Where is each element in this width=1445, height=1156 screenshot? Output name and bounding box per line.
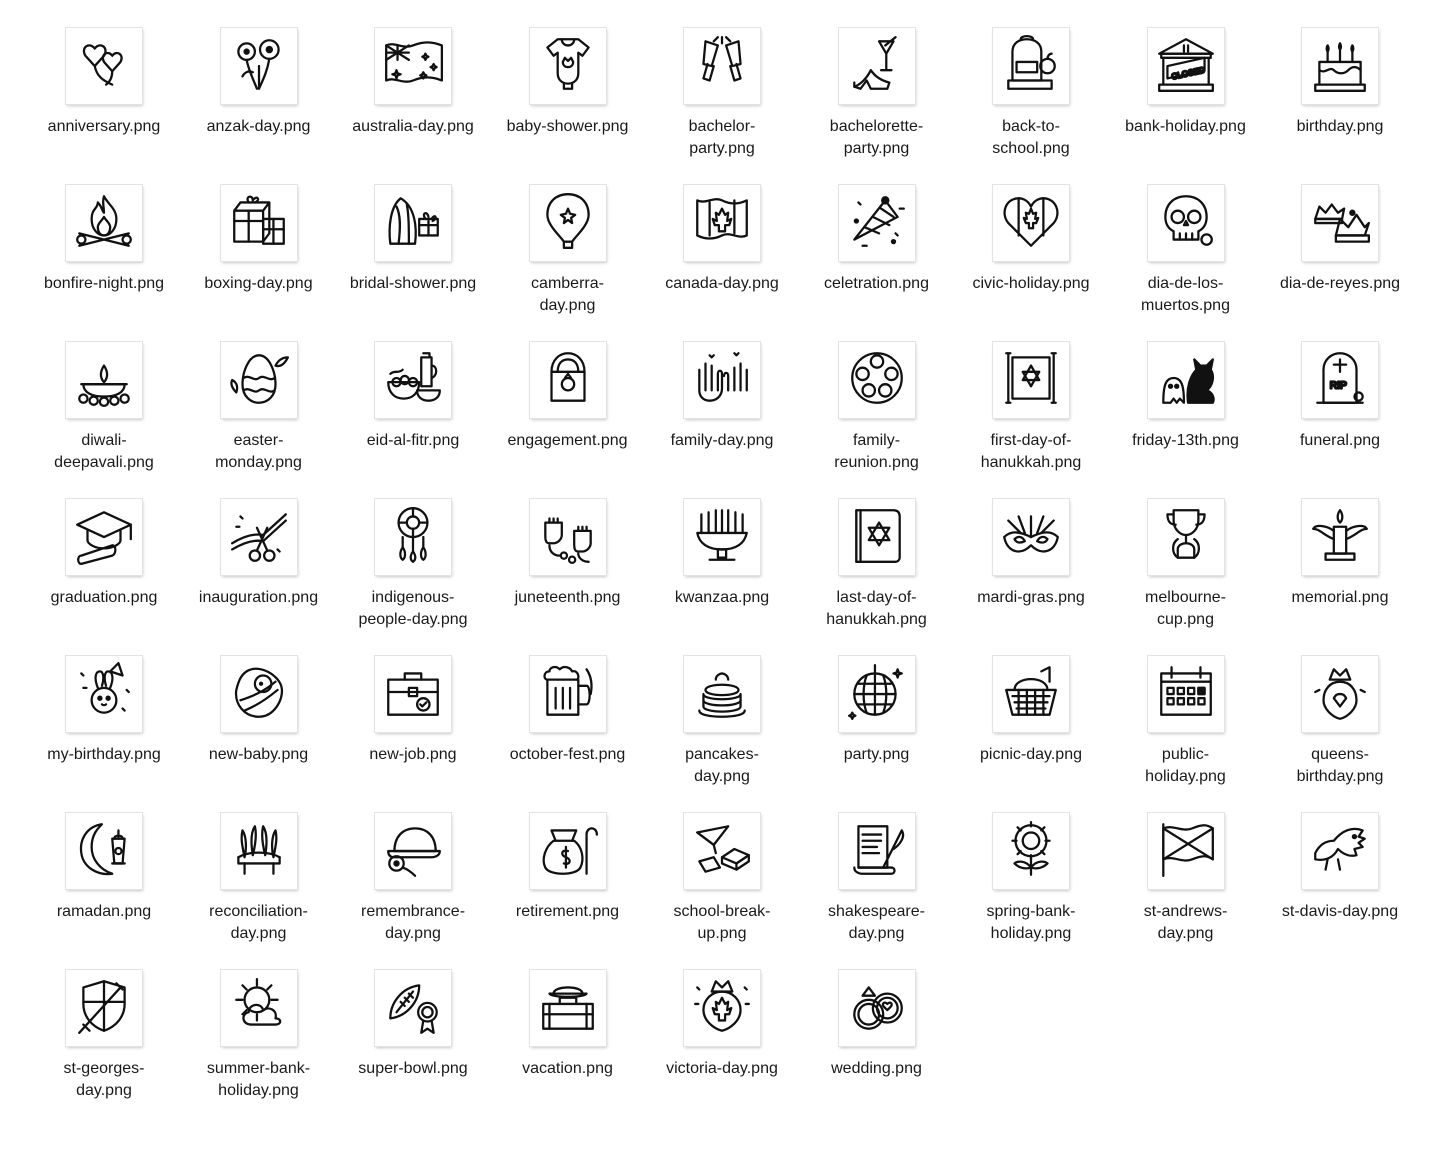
- poppies-icon: [226, 31, 292, 102]
- file-name[interactable]: kwanzaa.png: [674, 589, 770, 606]
- svg-text:RIP: RIP: [1329, 379, 1347, 391]
- file-thumbnail[interactable]: [839, 656, 915, 732]
- football-rosette-icon: [380, 973, 446, 1044]
- file-item[interactable]: [954, 185, 1108, 335]
- ring-box-icon: [535, 345, 601, 416]
- file-name[interactable]: inauguration.png: [198, 589, 319, 606]
- file-name[interactable]: friday-13th.png: [1132, 432, 1239, 449]
- swaddled-baby-icon: [226, 659, 292, 730]
- diya-lamp-icon: [71, 345, 137, 416]
- file-thumbnail[interactable]: [1302, 28, 1378, 104]
- sugar-skull-icon: [1153, 188, 1219, 259]
- file-item[interactable]: [645, 342, 799, 492]
- saltire-flag-icon: [1153, 816, 1219, 887]
- file-item[interactable]: [954, 342, 1108, 492]
- picnic-basket-icon: [998, 659, 1064, 730]
- file-thumbnail[interactable]: [66, 813, 142, 889]
- file-item[interactable]: [27, 499, 181, 649]
- feather-headdress-icon: [226, 816, 292, 887]
- file-thumbnail[interactable]: [221, 28, 297, 104]
- file-name[interactable]: october-fest.png: [509, 746, 626, 763]
- heart-balloons-icon: [71, 31, 137, 102]
- file-item[interactable]: [1263, 813, 1417, 963]
- file-thumbnail[interactable]: [993, 656, 1069, 732]
- file-thumbnail[interactable]: [375, 970, 451, 1046]
- file-thumbnail[interactable]: [684, 813, 760, 889]
- file-thumbnail[interactable]: [839, 499, 915, 575]
- scroll-quill-icon: [844, 816, 910, 887]
- file-name[interactable]: back-to- school.png: [992, 118, 1070, 157]
- file-thumbnail[interactable]: [684, 342, 760, 418]
- file-name[interactable]: bachelorette- party.png: [829, 118, 924, 157]
- file-thumbnail[interactable]: [1302, 499, 1378, 575]
- file-name[interactable]: anniversary.png: [47, 118, 161, 135]
- hands-icon: [689, 345, 755, 416]
- raised-fists-icon: [535, 502, 601, 573]
- file-name[interactable]: birthday.png: [1296, 118, 1384, 135]
- file-name[interactable]: last-day-of- hanukkah.png: [826, 589, 927, 628]
- file-name[interactable]: st-georges- day.png: [63, 1060, 145, 1099]
- file-thumbnail[interactable]: [1302, 185, 1378, 261]
- file-item[interactable]: [336, 656, 490, 806]
- file-item[interactable]: [800, 970, 954, 1120]
- file-name[interactable]: first-day-of- hanukkah.png: [980, 432, 1082, 471]
- file-thumbnail[interactable]: [66, 656, 142, 732]
- file-item[interactable]: [1263, 28, 1417, 178]
- file-item[interactable]: [182, 813, 336, 963]
- file-thumbnail[interactable]: [1148, 185, 1224, 261]
- suitcase-hat-icon: [535, 973, 601, 1044]
- file-thumbnail[interactable]: [66, 28, 142, 104]
- file-item[interactable]: [491, 28, 645, 178]
- file-item[interactable]: [336, 499, 490, 649]
- file-name[interactable]: eid-al-fitr.png: [366, 432, 460, 449]
- paper-plane-books-icon: [689, 816, 755, 887]
- file-thumbnail[interactable]: [993, 342, 1069, 418]
- file-item[interactable]: [645, 656, 799, 806]
- file-item[interactable]: [1109, 656, 1263, 806]
- file-name[interactable]: dia-de-reyes.png: [1279, 275, 1401, 292]
- file-item[interactable]: [645, 813, 799, 963]
- file-thumbnail[interactable]: [221, 970, 297, 1046]
- file-item[interactable]: [336, 28, 490, 178]
- file-thumbnail[interactable]: [221, 656, 297, 732]
- calendar-icon: [1153, 659, 1219, 730]
- file-thumbnail[interactable]: [1148, 499, 1224, 575]
- file-item[interactable]: [27, 970, 181, 1120]
- black-cat-ghost-icon: [1153, 345, 1219, 416]
- kinara-icon: [689, 502, 755, 573]
- file-name[interactable]: easter- monday.png: [215, 432, 302, 471]
- file-thumbnail[interactable]: [530, 342, 606, 418]
- disco-ball-icon: [844, 659, 910, 730]
- file-name[interactable]: anzak-day.png: [206, 118, 311, 135]
- file-item[interactable]: [491, 656, 645, 806]
- file-name[interactable]: picnic-day.png: [980, 746, 1082, 763]
- file-item[interactable]: [491, 342, 645, 492]
- file-thumbnail[interactable]: [839, 342, 915, 418]
- torah-scroll-icon: [998, 345, 1064, 416]
- file-item[interactable]: [182, 185, 336, 335]
- file-item[interactable]: [27, 28, 181, 178]
- file-item[interactable]: [491, 185, 645, 335]
- beer-glasses-icon: [689, 31, 755, 102]
- file-thumbnail[interactable]: [993, 813, 1069, 889]
- svg-text:CLOSED: CLOSED: [1170, 65, 1206, 81]
- dreamcatcher-icon: [380, 502, 446, 573]
- file-item[interactable]: [182, 656, 336, 806]
- file-item[interactable]: [27, 656, 181, 806]
- file-item[interactable]: [645, 970, 799, 1120]
- file-name[interactable]: summer-bank- holiday.png: [206, 1060, 311, 1099]
- family-circle-icon: [844, 345, 910, 416]
- file-item[interactable]: [1263, 499, 1417, 649]
- file-item[interactable]: [1109, 499, 1263, 649]
- file-name[interactable]: ramadan.png: [56, 903, 152, 920]
- file-item[interactable]: [491, 499, 645, 649]
- birthday-cake-icon: [1307, 31, 1373, 102]
- file-item[interactable]: [645, 28, 799, 178]
- file-name[interactable]: party.png: [843, 746, 910, 763]
- file-name[interactable]: graduation.png: [50, 589, 158, 606]
- sun-cloud-icon: [226, 973, 292, 1044]
- file-name[interactable]: boxing-day.png: [204, 275, 313, 292]
- file-thumbnail[interactable]: [684, 656, 760, 732]
- file-thumbnail[interactable]: [684, 970, 760, 1046]
- file-name[interactable]: dia-de-los- muertos.png: [1141, 275, 1230, 314]
- file-item[interactable]: [954, 813, 1108, 963]
- file-name[interactable]: victoria-day.png: [666, 1060, 778, 1077]
- maple-heart-icon: [998, 188, 1064, 259]
- file-name[interactable]: civic-holiday.png: [972, 275, 1090, 292]
- file-thumbnail[interactable]: [1302, 656, 1378, 732]
- file-item[interactable]: [800, 28, 954, 178]
- file-item[interactable]: [27, 342, 181, 492]
- closed-bank-icon: [1153, 31, 1219, 102]
- file-name[interactable]: bank-holiday.png: [1125, 118, 1246, 135]
- file-name[interactable]: super-bowl.png: [358, 1060, 468, 1077]
- winged-candle-icon: [1307, 502, 1373, 573]
- file-thumbnail[interactable]: [221, 342, 297, 418]
- file-item[interactable]: [1263, 342, 1417, 492]
- gift-boxes-icon: [226, 188, 292, 259]
- file-item[interactable]: [954, 656, 1108, 806]
- file-name[interactable]: memorial.png: [1291, 589, 1389, 606]
- file-item[interactable]: [182, 970, 336, 1120]
- file-thumbnail[interactable]: [375, 499, 451, 575]
- file-item[interactable]: [336, 342, 490, 492]
- file-thumbnail[interactable]: [221, 499, 297, 575]
- file-name[interactable]: spring-bank- holiday.png: [986, 903, 1076, 942]
- file-item[interactable]: [1263, 185, 1417, 335]
- file-thumbnail[interactable]: [530, 185, 606, 261]
- file-thumbnail[interactable]: [375, 28, 451, 104]
- star-of-david-book-icon: [844, 502, 910, 573]
- teapot-dates-icon: [380, 345, 446, 416]
- file-thumbnail[interactable]: [66, 342, 142, 418]
- file-thumbnail[interactable]: [530, 28, 606, 104]
- sunflower-icon: [998, 816, 1064, 887]
- file-thumbnail[interactable]: [66, 499, 142, 575]
- australian-flag-icon: [380, 31, 446, 102]
- file-item[interactable]: [27, 813, 181, 963]
- file-name[interactable]: pancakes- day.png: [685, 746, 759, 785]
- file-thumbnail[interactable]: [530, 813, 606, 889]
- file-thumbnail[interactable]: [1148, 342, 1224, 418]
- file-thumbnail[interactable]: [530, 656, 606, 732]
- file-item[interactable]: [182, 342, 336, 492]
- file-item[interactable]: [800, 499, 954, 649]
- file-name[interactable]: canada-day.png: [665, 275, 779, 292]
- file-name[interactable]: engagement.png: [507, 432, 628, 449]
- file-item[interactable]: [491, 970, 645, 1120]
- pancake-stack-icon: [689, 659, 755, 730]
- money-bag-cane-icon: [535, 816, 601, 887]
- file-thumbnail[interactable]: [375, 185, 451, 261]
- file-thumbnail[interactable]: [66, 185, 142, 261]
- file-name[interactable]: my-birthday.png: [47, 746, 161, 763]
- file-item[interactable]: [800, 813, 954, 963]
- file-item[interactable]: [954, 28, 1108, 178]
- file-thumbnail[interactable]: [221, 813, 297, 889]
- file-item[interactable]: [182, 499, 336, 649]
- beer-mug-icon: [535, 659, 601, 730]
- veil-gift-icon: [380, 188, 446, 259]
- file-thumbnail[interactable]: [993, 185, 1069, 261]
- file-item[interactable]: [336, 970, 490, 1120]
- file-name[interactable]: baby-shower.png: [506, 118, 629, 135]
- file-item[interactable]: [800, 185, 954, 335]
- hot-air-balloon-icon: [535, 188, 601, 259]
- easter-egg-icon: [226, 345, 292, 416]
- file-name[interactable]: vacation.png: [522, 1060, 613, 1077]
- crowned-crest-icon: [1307, 659, 1373, 730]
- file-item[interactable]: [336, 185, 490, 335]
- file-thumbnail[interactable]: [375, 342, 451, 418]
- file-thumbnail[interactable]: [839, 970, 915, 1046]
- file-name[interactable]: school-break- up.png: [673, 903, 771, 942]
- file-name[interactable]: family- reunion.png: [834, 432, 919, 471]
- crescent-lantern-icon: [71, 816, 137, 887]
- crowns-icon: [1307, 188, 1373, 259]
- file-name[interactable]: st-davis-day.png: [1281, 903, 1399, 920]
- file-name[interactable]: celetration.png: [824, 275, 929, 292]
- file-thumbnail[interactable]: [66, 970, 142, 1046]
- helmet-poppy-icon: [380, 816, 446, 887]
- file-thumbnail[interactable]: [530, 970, 606, 1046]
- file-item[interactable]: [645, 499, 799, 649]
- file-thumbnail[interactable]: [684, 185, 760, 261]
- file-name[interactable]: remembrance- day.png: [360, 903, 466, 942]
- file-thumbnail[interactable]: [221, 185, 297, 261]
- file-name[interactable]: juneteenth.png: [514, 589, 621, 606]
- file-item[interactable]: [1109, 28, 1263, 178]
- file-name[interactable]: st-andrews- day.png: [1143, 903, 1228, 942]
- file-name[interactable]: melbourne- cup.png: [1145, 589, 1226, 628]
- briefcase-icon: [380, 659, 446, 730]
- file-thumbnail[interactable]: [684, 499, 760, 575]
- file-thumbnail[interactable]: [1148, 28, 1224, 104]
- high-heel-cocktail-icon: [844, 31, 910, 102]
- file-item[interactable]: [1109, 185, 1263, 335]
- bonfire-icon: [71, 188, 137, 259]
- graduation-cap-icon: [71, 502, 137, 573]
- party-hat-icon: [844, 188, 910, 259]
- file-thumbnail[interactable]: [839, 185, 915, 261]
- file-name[interactable]: bachelor- party.png: [688, 118, 756, 157]
- file-item[interactable]: [645, 185, 799, 335]
- backpack-apple-icon: [998, 31, 1064, 102]
- file-thumbnail[interactable]: [839, 28, 915, 104]
- file-thumbnail[interactable]: [1148, 813, 1224, 889]
- welsh-dragon-icon: [1307, 816, 1373, 887]
- file-thumbnail[interactable]: [530, 499, 606, 575]
- ribbon-scissors-icon: [226, 502, 292, 573]
- file-name[interactable]: indigenous- people-day.png: [358, 589, 468, 628]
- file-name[interactable]: camberra- day.png: [531, 275, 604, 314]
- file-item[interactable]: [800, 342, 954, 492]
- trophy-horseshoe-icon: [1153, 502, 1219, 573]
- file-thumbnail[interactable]: [1302, 813, 1378, 889]
- file-item[interactable]: [1263, 656, 1417, 806]
- file-item[interactable]: [491, 813, 645, 963]
- file-name[interactable]: retirement.png: [515, 903, 620, 920]
- file-item[interactable]: [1109, 342, 1263, 492]
- canadian-flag-icon: [689, 188, 755, 259]
- wedding-rings-icon: [844, 973, 910, 1044]
- file-item[interactable]: [1109, 813, 1263, 963]
- file-name[interactable]: bonfire-night.png: [43, 275, 165, 292]
- file-name[interactable]: wedding.png: [831, 1060, 922, 1077]
- baby-onesie-icon: [535, 31, 601, 102]
- file-name[interactable]: mardi-gras.png: [977, 589, 1085, 606]
- file-name[interactable]: new-baby.png: [208, 746, 309, 763]
- file-name[interactable]: funeral.png: [1299, 432, 1381, 449]
- file-thumbnail[interactable]: [375, 813, 451, 889]
- file-item[interactable]: [27, 185, 181, 335]
- shield-sword-icon: [71, 973, 137, 1044]
- file-thumbnail[interactable]: [684, 28, 760, 104]
- file-thumbnail[interactable]: [375, 656, 451, 732]
- party-bunny-icon: [71, 659, 137, 730]
- file-name[interactable]: new-job.png: [369, 746, 457, 763]
- file-item[interactable]: [954, 499, 1108, 649]
- file-name[interactable]: queens- birthday.png: [1296, 746, 1384, 785]
- file-thumbnail[interactable]: [993, 499, 1069, 575]
- gravestone-icon: [1307, 345, 1373, 416]
- file-name[interactable]: reconciliation- day.png: [209, 903, 308, 942]
- file-thumbnail[interactable]: [1148, 656, 1224, 732]
- file-item[interactable]: [182, 28, 336, 178]
- file-item[interactable]: [336, 813, 490, 963]
- file-name[interactable]: australia-day.png: [352, 118, 474, 135]
- file-thumbnail[interactable]: [1302, 342, 1378, 418]
- maple-crest-icon: [689, 973, 755, 1044]
- file-name[interactable]: public- holiday.png: [1145, 746, 1226, 785]
- carnival-mask-icon: [998, 502, 1064, 573]
- file-name[interactable]: family-day.png: [670, 432, 774, 449]
- file-thumbnail[interactable]: [993, 28, 1069, 104]
- file-name[interactable]: bridal-shower.png: [349, 275, 477, 292]
- file-thumbnail[interactable]: [839, 813, 915, 889]
- file-item[interactable]: [800, 656, 954, 806]
- file-name[interactable]: diwali- deepavali.png: [54, 432, 154, 471]
- file-name[interactable]: shakespeare- day.png: [828, 903, 925, 942]
